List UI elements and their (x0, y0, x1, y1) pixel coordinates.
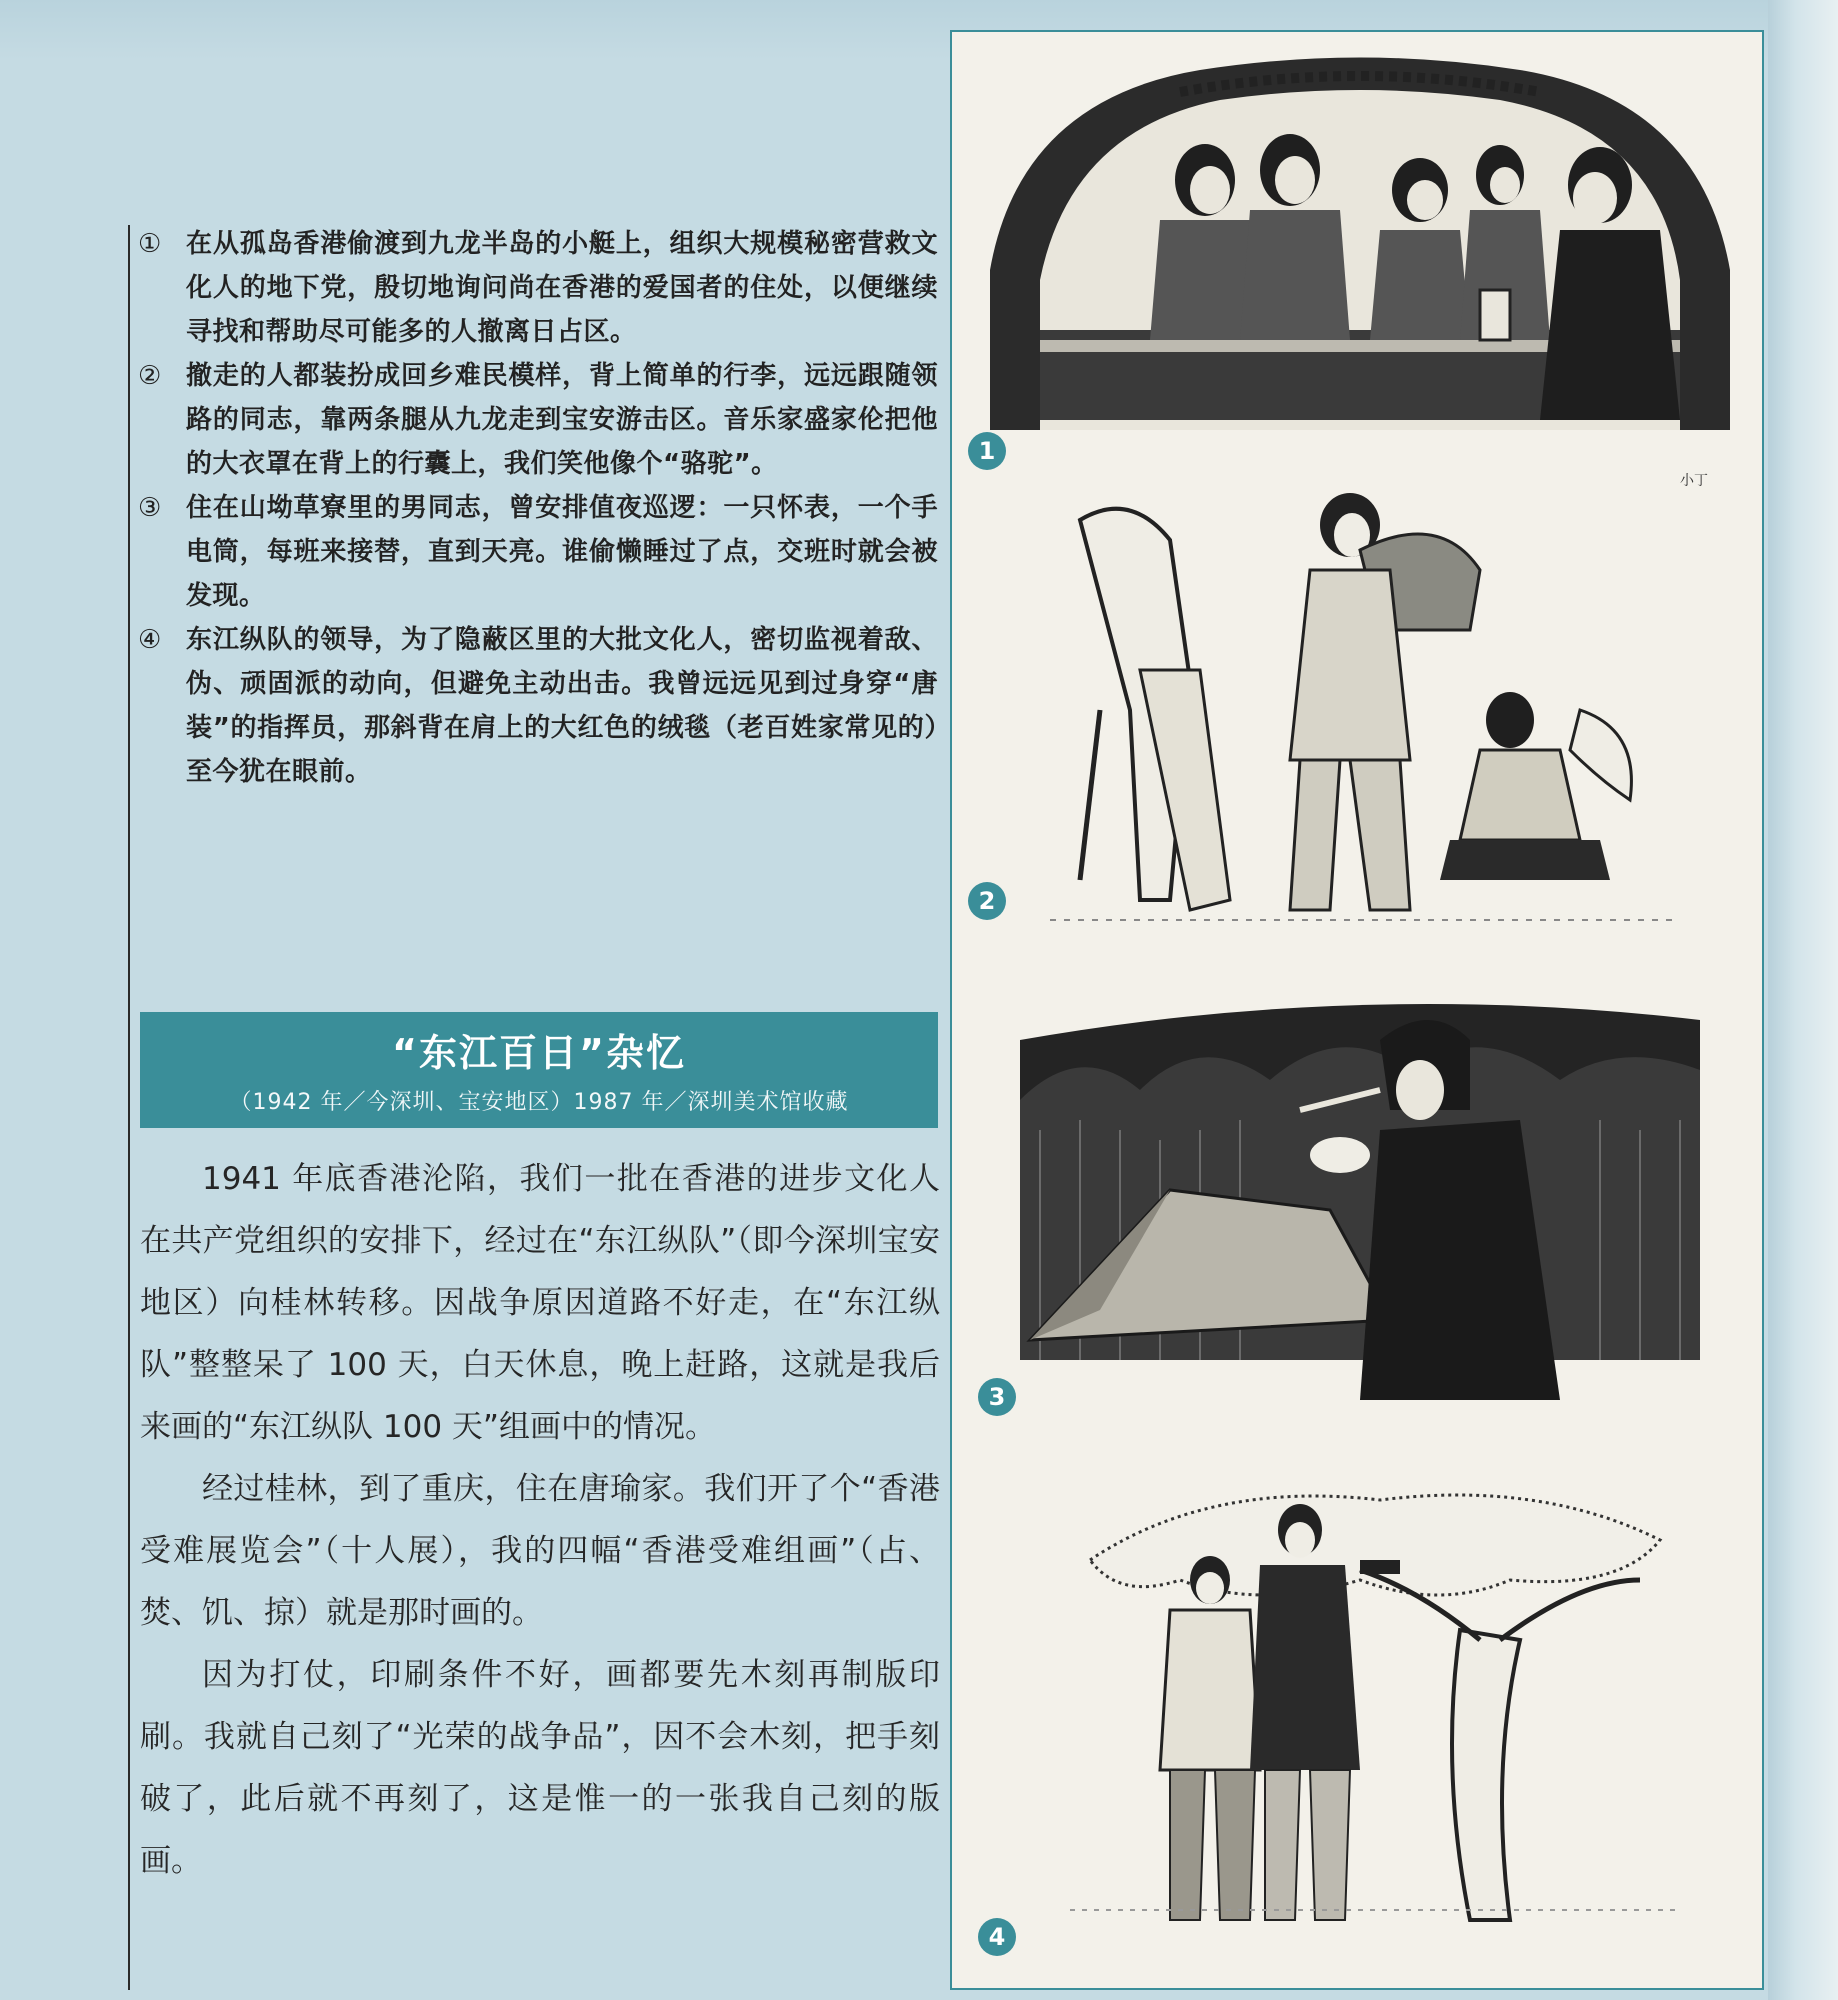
note-number: ④ (138, 625, 162, 655)
note-text: 撤走的人都装扮成回乡难民模样，背上简单的行李，远远跟随领路的同志，靠两条腿从九龙走到宝安游击区。音乐家盛家伦把他的大衣罩在背上的行囊上，我们笑他像个“骆驼”。 (186, 361, 938, 479)
margin-rule (128, 225, 130, 1990)
note-4 (138, 618, 938, 794)
illustration-2-refugees-walking (1040, 480, 1690, 940)
note-3 (138, 486, 938, 618)
section-subtitle: （1942 年／今深圳、宝安地区）1987 年／深圳美术馆收藏 (229, 1090, 849, 1115)
note-number: ② (138, 361, 162, 391)
panel-number-badge: 1 (968, 432, 1006, 470)
note-1 (138, 222, 938, 354)
illustration-4-commanders-under-tree (1060, 1470, 1690, 1940)
page-right-edge (1768, 0, 1838, 2000)
artist-signature: 小丁 (1680, 473, 1708, 489)
caption-notes (138, 222, 938, 794)
note-2 (138, 354, 938, 486)
note-number: ① (138, 229, 162, 259)
boat-cabin-drawing (980, 40, 1740, 430)
commanders-tree-drawing (1060, 1470, 1690, 1940)
note-text: 住在山坳草寮里的男同志，曾安排值夜巡逻：一只怀表，一个手电筒，每班来接替，直到天亮。谁偷懒睡过了点，交班时就会被发现。 (186, 493, 938, 611)
note-text: 在从孤岛香港偷渡到九龙半岛的小艇上，组织大规模秘密营救文化人的地下党，殷切地询问尚在香港的爱国者的住处，以便继续寻找和帮助尽可能多的人撤离日占区。 (186, 229, 938, 347)
section-title: “东江百日”杂忆 (392, 1031, 686, 1075)
note-text: 东江纵队的领导，为了隐蔽区里的大批文化人，密切监视着敌、伪、顽固派的动向，但避免主动出击。我曾远远见到过身穿“唐装”的指挥员，那斜背在肩上的大红色的绒毯（老百姓家常见的）至今犹在眼前。 (186, 625, 938, 787)
illustration-3-night-patrol (1000, 980, 1720, 1400)
body-paragraph: 1941 年底香港沦陷，我们一批在香港的进步文化人在共产党组织的安排下，经过在“东江纵队”（即今深圳宝安地区）向桂林转移。因战争原因道路不好走，在“东江纵队”整整呆了 100 天，白天休息，晚上赶路，这就是我后来画的“东江纵队 100 天”组画中的情况。 (140, 1161, 940, 1445)
section-title-band (140, 1012, 938, 1128)
note-number: ③ (138, 493, 162, 523)
body-paragraph: 经过桂林，到了重庆，住在唐瑜家。我们开了个“香港受难展览会”（十人展），我的四幅“香港受难组画”（占、焚、饥、掠）就是那时画的。 (140, 1471, 940, 1631)
illustration-1-boat-cabin (980, 40, 1740, 430)
panel-number-badge: 3 (978, 1378, 1016, 1416)
body-text (140, 1148, 940, 1892)
refugees-walking-drawing (1040, 480, 1690, 940)
panel-number-badge: 2 (968, 882, 1006, 920)
night-patrol-drawing (1000, 980, 1720, 1400)
panel-number-badge: 4 (978, 1918, 1016, 1956)
body-paragraph: 因为打仗，印刷条件不好，画都要先木刻再制版印刷。我就自己刻了“光荣的战争品”，因不会木刻，把手刻破了，此后就不再刻了，这是惟一的一张我自己刻的版画。 (140, 1657, 940, 1879)
